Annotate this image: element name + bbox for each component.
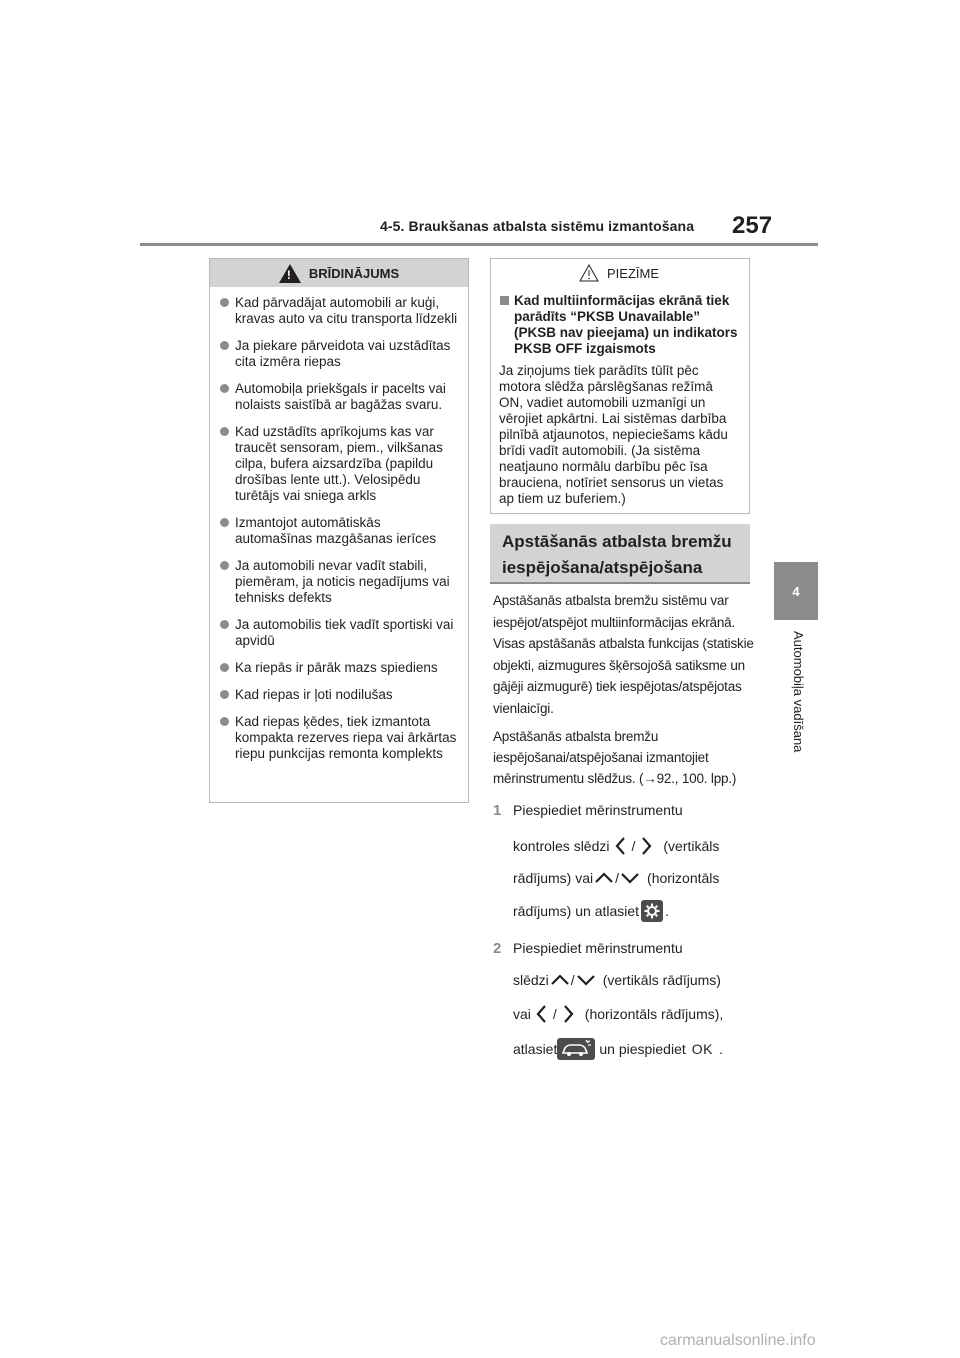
step-text: Piespiediet mērinstrumentu [513, 940, 683, 956]
step-number: 2 [493, 940, 502, 957]
chapter-label: Automobiļa vadīšana [791, 631, 806, 753]
chevron-down-icon [575, 970, 597, 990]
ok-button-label: OK [691, 1041, 713, 1057]
bullet-icon [220, 663, 229, 672]
note-subheading-text: Kad multiinformācijas ekrānā tiek parādīts “PKSB Unavailable” (PKSB nav pieejama) un indikators PKSB OFF izgaismots [514, 293, 738, 356]
warning-item-text: Ja automobili nevar vadīt stabili, piemēram, ja noticis negadījums vai tehnisks defekts [235, 558, 450, 605]
step-line [513, 868, 719, 888]
chapter-tab [774, 562, 818, 620]
square-bullet-icon [500, 296, 509, 305]
step-text: rādījums) un atlasiet [513, 903, 640, 919]
bullet-icon [220, 620, 229, 629]
warning-box [209, 258, 469, 803]
warning-item [218, 295, 458, 327]
chevron-up-icon [593, 868, 615, 888]
warning-header [210, 259, 468, 287]
step-line [513, 940, 683, 956]
note-subheading [499, 293, 739, 357]
section-paragraph-1: Apstāšanās atbalsta bremžu sistēmu var iespējot/atspējot multiinformācijas ekrānā. Visas apstāšanās atbalsta funkcijas (statiskie objekti, aizmugures šķērsojošā satiksme un gājēji aizmugurē) tiek iespējotas/atspējotas vienlaicīgi. [493, 593, 754, 716]
warning-item-text: Ka riepās ir pārāk mazs spiediens [235, 660, 438, 675]
step-text: slēdzi [513, 972, 549, 988]
warning-item-text: Automobiļa priekšgals ir pacelts vai nolaists saistībā ar bagāžas svaru. [235, 381, 446, 412]
warning-item [218, 687, 458, 703]
car-stop-assist-icon [557, 1038, 595, 1060]
step-separator: / [570, 972, 575, 988]
step-text: . [665, 903, 669, 919]
warning-item [218, 338, 458, 370]
warning-item [218, 515, 458, 547]
warning-item [218, 617, 458, 649]
step-line [513, 1002, 723, 1026]
step-line [513, 1038, 723, 1060]
bullet-icon [220, 427, 229, 436]
section-paragraph-2: Apstāšanās atbalsta bremžu iespējošanai/atspējošanai izmantojiet mērinstrumentu slēdžus. (→92., 100. lpp.) [493, 729, 737, 786]
step-text: atlasiet [513, 1041, 558, 1057]
warning-item [218, 558, 458, 606]
step-separator: / [615, 870, 620, 886]
step-text: (horizontāls rādījums), [584, 1006, 724, 1022]
step-text: Piespiediet mērinstrumentu [513, 802, 683, 818]
watermark: carmanualsonline.info [660, 1332, 816, 1349]
bullet-icon [220, 561, 229, 570]
step-text: (horizontāls [647, 870, 720, 886]
note-box [490, 258, 750, 514]
step-separator: / [631, 838, 636, 854]
note-header [499, 259, 739, 287]
bullet-icon [220, 518, 229, 527]
step-separator: / [552, 1006, 557, 1022]
running-header: 4-5. Braukšanas atbalsta sistēmu izmantošana [380, 218, 695, 234]
chevron-right-icon [635, 834, 657, 858]
bullet-icon [220, 384, 229, 393]
warning-item-text: Kad pārvadājat automobili ar kuģi, kravas auto va citu transporta līdzekli [235, 295, 458, 326]
bullet-icon [220, 298, 229, 307]
step-line [513, 802, 683, 818]
warning-item-text: Ja piekare pārveidota vai uzstādītas cita izmēra riepas [235, 338, 451, 369]
warning-item-text: Kad riepas ir ļoti nodilušas [235, 687, 393, 702]
note-body: Ja ziņojums tiek parādīts tūlīt pēc motora slēdža pārslēgšanas režīmā ON, vadiet automobili uzmanīgi un vērojiet apkārtni. Lai sistēmas darbība pilnībā atjaunotos, nepieciešams kādu brīdi vadīt automobili. (Ja sistēma neatjauno normālu darbību pēc īsa brauciena, notīriet sensorus un vietas ap tiem uz buferiem.) [499, 363, 728, 506]
warning-item [218, 714, 458, 762]
step-text: (vertikāls [663, 838, 720, 854]
step-text: kontroles slēdzi [513, 838, 610, 854]
chevron-right-icon [557, 1002, 579, 1026]
warning-triangle-icon [279, 264, 301, 283]
note-title: PIEZĪME [606, 265, 659, 281]
step-line [513, 900, 669, 922]
warning-item [218, 660, 458, 676]
warning-item-text: Izmantojot automātiskās automašīnas mazgāšanas ierīces [235, 515, 437, 546]
bullet-icon [220, 690, 229, 699]
step-text: vai [513, 1006, 531, 1022]
page-number: 257 [732, 212, 773, 239]
warning-item-text: Kad riepas ķēdes, tiek izmantota kompakta rezerves riepa vai ārkārtas riepu punkcijas remonta komplekts [235, 714, 457, 761]
chevron-left-icon [531, 1002, 553, 1026]
chevron-down-icon [619, 868, 641, 888]
bullet-icon [220, 341, 229, 350]
chapter-number: 4 [792, 583, 800, 599]
step-text: . [719, 1041, 723, 1057]
step-text: rādījums) vai [513, 870, 594, 886]
header-rule [140, 243, 818, 246]
step-text: (vertikāls rādījums) [602, 972, 721, 988]
step-line [513, 834, 719, 858]
settings-gear-icon [641, 900, 663, 922]
warning-item [218, 381, 458, 413]
warning-item [218, 424, 458, 504]
warning-list [210, 287, 468, 762]
section-heading: Apstāšanās atbalsta bremžu iespējošana/atspējošana [490, 524, 750, 584]
step-line [513, 970, 721, 990]
step-text: un piespiediet [599, 1041, 686, 1057]
bullet-icon [220, 717, 229, 726]
warning-item-text: Kad uzstādīts aprīkojums kas var traucēt sensoram, piem., vilkšanas cilpa, bufera aizsardzība (papildu drošības lente utt.). Velosipēdu turētājs vai sniega arkls [235, 424, 443, 503]
warning-item-text: Ja automobilis tiek vadīt sportiski vai apvidū [235, 617, 454, 648]
chevron-up-icon [549, 970, 571, 990]
step-number: 1 [493, 802, 502, 819]
warning-title: BRĪDINĀJUMS [308, 265, 400, 281]
chevron-left-icon [610, 834, 632, 858]
note-triangle-icon [579, 264, 599, 282]
